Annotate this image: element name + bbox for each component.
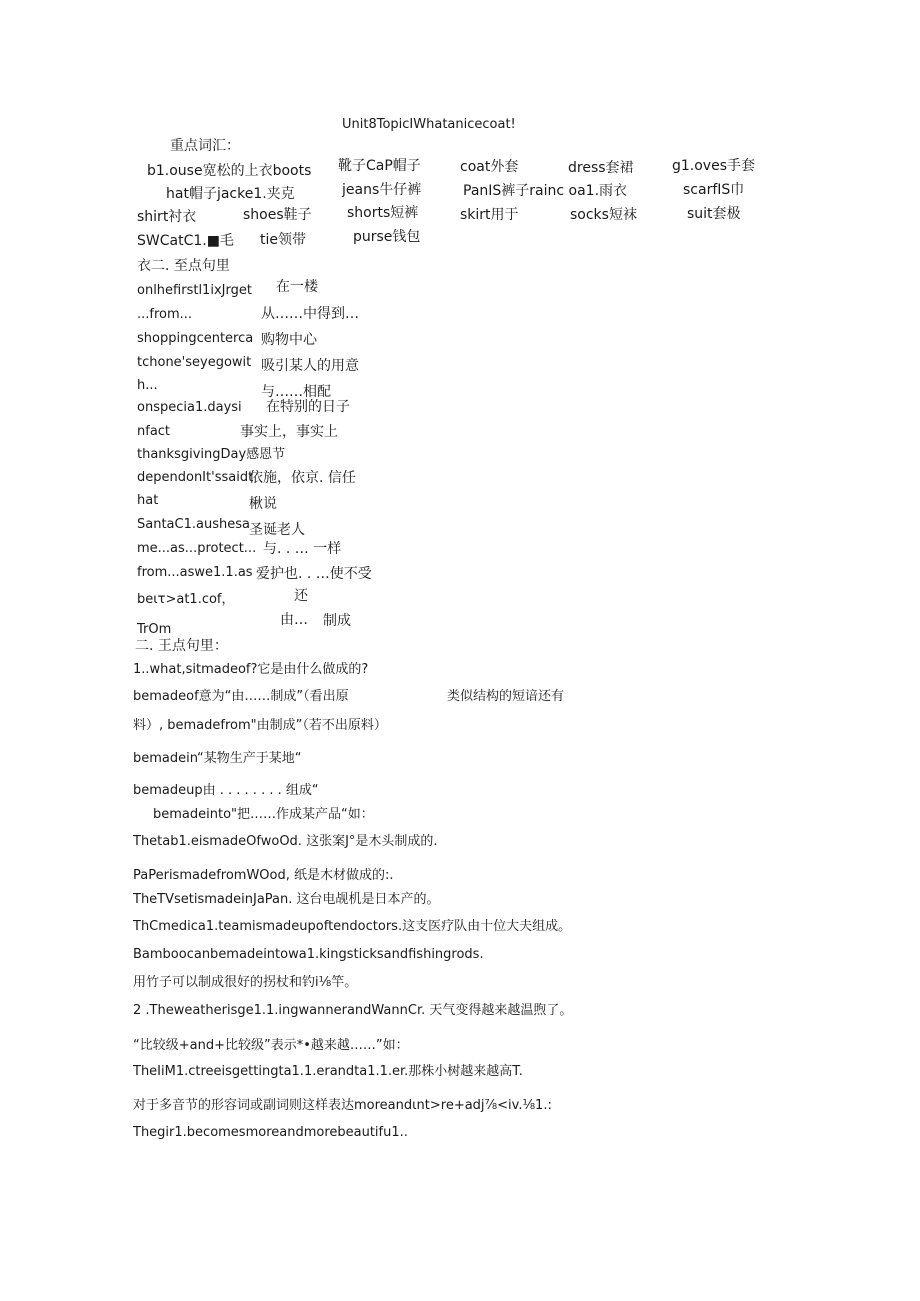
body-line: bemadeof意为“由……制成”（看出原 xyxy=(133,689,349,704)
phrase-zh: 购物中心 xyxy=(261,332,317,348)
phrase-en: me...as...protect... xyxy=(137,541,257,556)
phrase-en: nfact xyxy=(137,424,171,439)
phrase-en: onspecia1.daysi xyxy=(137,400,242,415)
phrase-en: from...aswe1.1.as xyxy=(137,565,253,580)
phrase-zh: 还 xyxy=(294,588,308,604)
body-line: 2 .Theweatherisge1.1.ingwannerandWannCr. 天气变得越来越温煦了。 xyxy=(133,1003,573,1018)
vocab-item: PanIS裤子rainc oa1.雨衣 xyxy=(463,183,628,199)
vocab-item: purse钱包 xyxy=(353,229,421,245)
phrase-zh: 从……中得到… xyxy=(261,306,359,322)
phrase-en: ...from... xyxy=(137,307,193,322)
vocab-item: shirt衬衣 xyxy=(137,209,197,225)
sentences-heading: 二. 王点句里： xyxy=(135,638,228,654)
vocab-item: scarfIS巾 xyxy=(683,182,745,198)
vocab-item: jeans牛仔裤 xyxy=(342,182,422,198)
phrase-zh: 与……相配 xyxy=(261,384,331,400)
phrase-en: SantaC1.aushesa xyxy=(137,517,250,532)
body-line: Thetab1.eismadeOfwoOd. 这张案J°是木头制成的. xyxy=(133,834,438,849)
phrase-zh: 爱护也. . …使不受 xyxy=(256,566,372,582)
body-line: ThCmedica1.teamismadeupoftendoctors.这支医疗队由十位大夫组成。 xyxy=(133,919,572,934)
vocab-item: coat外套 xyxy=(460,159,519,175)
phrase-zh: 由… xyxy=(280,612,308,628)
body-line: Bamboocanbemadeintowa1.kingsticksandfishingrods. xyxy=(133,947,484,962)
body-line: Thegir1.becomesmoreandmorebeautifu1.. xyxy=(133,1125,408,1140)
phrase-en: beιτ>at1.cof， xyxy=(137,592,235,607)
body-line: 1..what,sitmadeof?它是由什么做成的? xyxy=(133,662,369,677)
body-line: TheIiM1.ctreeisgettingta1.1.erandta1.1.er.那株小树越来越高T. xyxy=(133,1064,523,1079)
vocab-item: g1.oves手套 xyxy=(672,158,756,174)
phrase-zh: 与. . … 一样 xyxy=(263,541,342,557)
phrase-zh: 事实上，事实上 xyxy=(240,424,338,440)
vocab-heading: 重点词汇： xyxy=(170,138,240,154)
phrase-en: onlhefirstl1ixJrget xyxy=(137,283,252,298)
body-line: “比较级+and+比较级”表示*•越来越……”如： xyxy=(133,1038,409,1053)
phrase-zh: 在一楼 xyxy=(276,279,318,295)
body-line: 类似结构的短谙还有 xyxy=(447,689,565,704)
phrase-en: dependonIt'ssaidt xyxy=(137,470,254,485)
vocab-item: 靴子CaP帽子 xyxy=(338,158,421,174)
vocab-item: hat帽子jacke1.夹克 xyxy=(166,186,295,202)
phrase-zh: 在特别的日子 xyxy=(266,399,350,415)
body-line: 料）, bemadefrom"由制成”（若不出原料） xyxy=(133,718,387,733)
vocab-item: b1.ouse宽松的上衣boots xyxy=(147,163,312,179)
body-line: 用竹子可以制成很好的拐杖和钓i⅛竿。 xyxy=(133,975,358,990)
vocab-item: dress套裙 xyxy=(568,160,634,176)
phrase-zh: 依施，依京. 信任 xyxy=(249,470,356,486)
body-line: bemadein“某物生产于某地“ xyxy=(133,751,302,766)
phrase-en: TrOm xyxy=(137,622,172,637)
vocab-item: shoes鞋子 xyxy=(243,207,312,223)
phrase-en: thanksgivingDay感恩节 xyxy=(137,447,286,462)
body-line: bemadeinto"把……作成某产品“如： xyxy=(153,807,374,822)
phrase-en: shoppingcenterca xyxy=(137,331,254,346)
page-title: Unit8TopicIWhatanicecoat! xyxy=(342,117,516,132)
vocab-item: 衣二. 至点句里 xyxy=(137,258,230,274)
vocab-item: skirt用于 xyxy=(460,207,519,223)
vocab-item: tie领带 xyxy=(260,232,306,248)
phrase-en: tchone'seyegowit xyxy=(137,355,252,370)
vocab-item: suit套极 xyxy=(687,206,741,222)
body-line: 对于多音节的形容词或副词则这样表达moreandιnt>re+adj⅞<iv.⅛1.: xyxy=(133,1098,552,1113)
vocab-item: SWCatC1.■毛 xyxy=(137,233,234,249)
vocab-item: shorts短裤 xyxy=(347,205,419,221)
phrase-zh: 楸说 xyxy=(249,496,277,512)
body-line: PaPerismadefromWOod, 纸是木材做成的:. xyxy=(133,868,394,883)
phrase-zh: 圣诞老人 xyxy=(249,522,305,538)
body-line: TheTVsetismadeinJaPan. 这台电觇机是日本产的。 xyxy=(133,892,440,907)
phrase-en: h... xyxy=(137,378,158,393)
phrase-zh: 制成 xyxy=(323,613,351,629)
vocab-item: socks短袜 xyxy=(570,207,637,223)
phrase-en: hat xyxy=(137,493,159,508)
body-line: bemadeup由 . . . . . . . . 组成“ xyxy=(133,783,319,798)
phrase-zh: 吸引某人的用意 xyxy=(261,358,359,374)
